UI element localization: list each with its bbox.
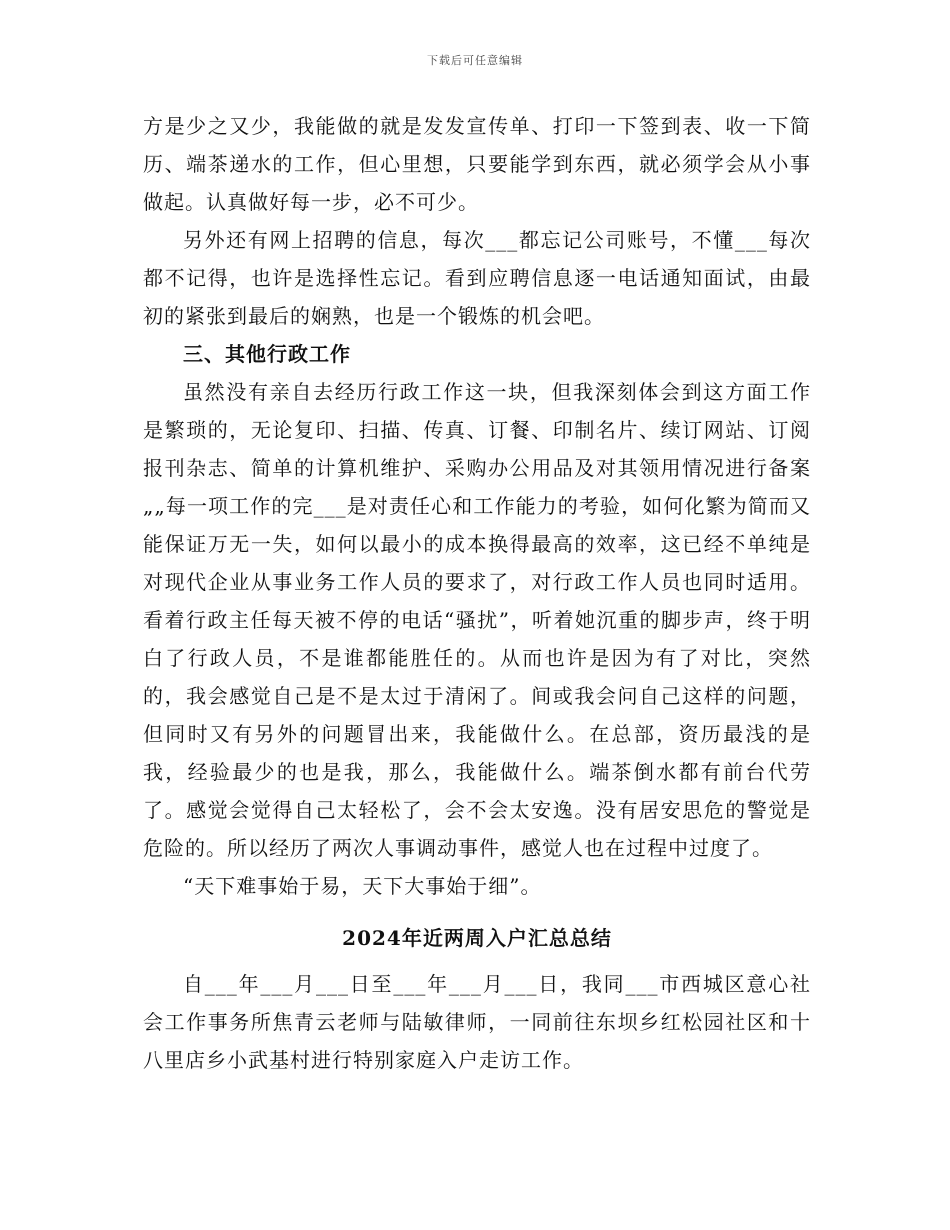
paragraph-continued: 方是少之又少，我能做的就是发发宣传单、打印一下签到表、收一下简历、端茶递水的工作，但心里想，只要能学到东西，就必须学会从小事做起。认真做好每一步，必不可少。: [143, 114, 811, 214]
paragraph-recruiting: 另外还有网上招聘的信息，每次___都忘记公司账号，不懂___每次都不记得，也许是选择性忘记。看到应聘信息逐一电话通知面试，由最初的紧张到最后的娴熟，也是一个锻炼的机会吧。: [143, 228, 811, 328]
paragraph-visits: 自___年___月___日至___年___月___日，我同___市西城区意心社会工作事务所焦青云老师与陆敏律师，一同前往东坝乡红松园社区和十八里店乡小武基村进行特别家庭入户走访工作。: [143, 972, 811, 1072]
paragraph-quote: “天下难事始于易，天下大事始于细”。: [183, 874, 542, 898]
paragraph-admin-work: 虽然没有亲自去经历行政工作这一块，但我深刻体会到这方面工作是繁琐的，无论复印、扫描、传真、订餐、印制名片、续订网站、订阅报刊杂志、简单的计算机维护、采购办公用品及对其领用情况进行备案„„每一项工作的完___是对责任心和工作能力的考验，如何化繁为简而又能保证万无一失，如何以最小的成本换得最高的效率，这已经不单纯是对现代企业从事业务工作人员的要求了，对行政工作人员也同时适用。看着行政主任每天被不停的电话“骚扰”，听着她沉重的脚步声，终于明白了行政人员，不是谁都能胜任的。从而也许是因为有了对比，突然的，我会感觉自己是不是太过于清闲了。间或我会问自己这样的问题，但同时又有另外的问题冒出来，我能做什么。在总部，资历最浅的是我，经验最少的也是我，那么，我能做什么。端茶倒水都有前台代劳了。感觉会觉得自己太轻松了，会不会太安逸。没有居安思危的警觉是危险的。所以经历了两次人事调动事件，感觉人也在过程中过度了。: [143, 380, 811, 860]
document-title: 2024年近两周入户汇总总结: [342, 926, 612, 950]
page-header: 下载后可任意编辑: [427, 54, 523, 67]
document-body: [143, 107, 811, 1079]
section-heading-admin-work: 三、其他行政工作: [183, 342, 351, 366]
